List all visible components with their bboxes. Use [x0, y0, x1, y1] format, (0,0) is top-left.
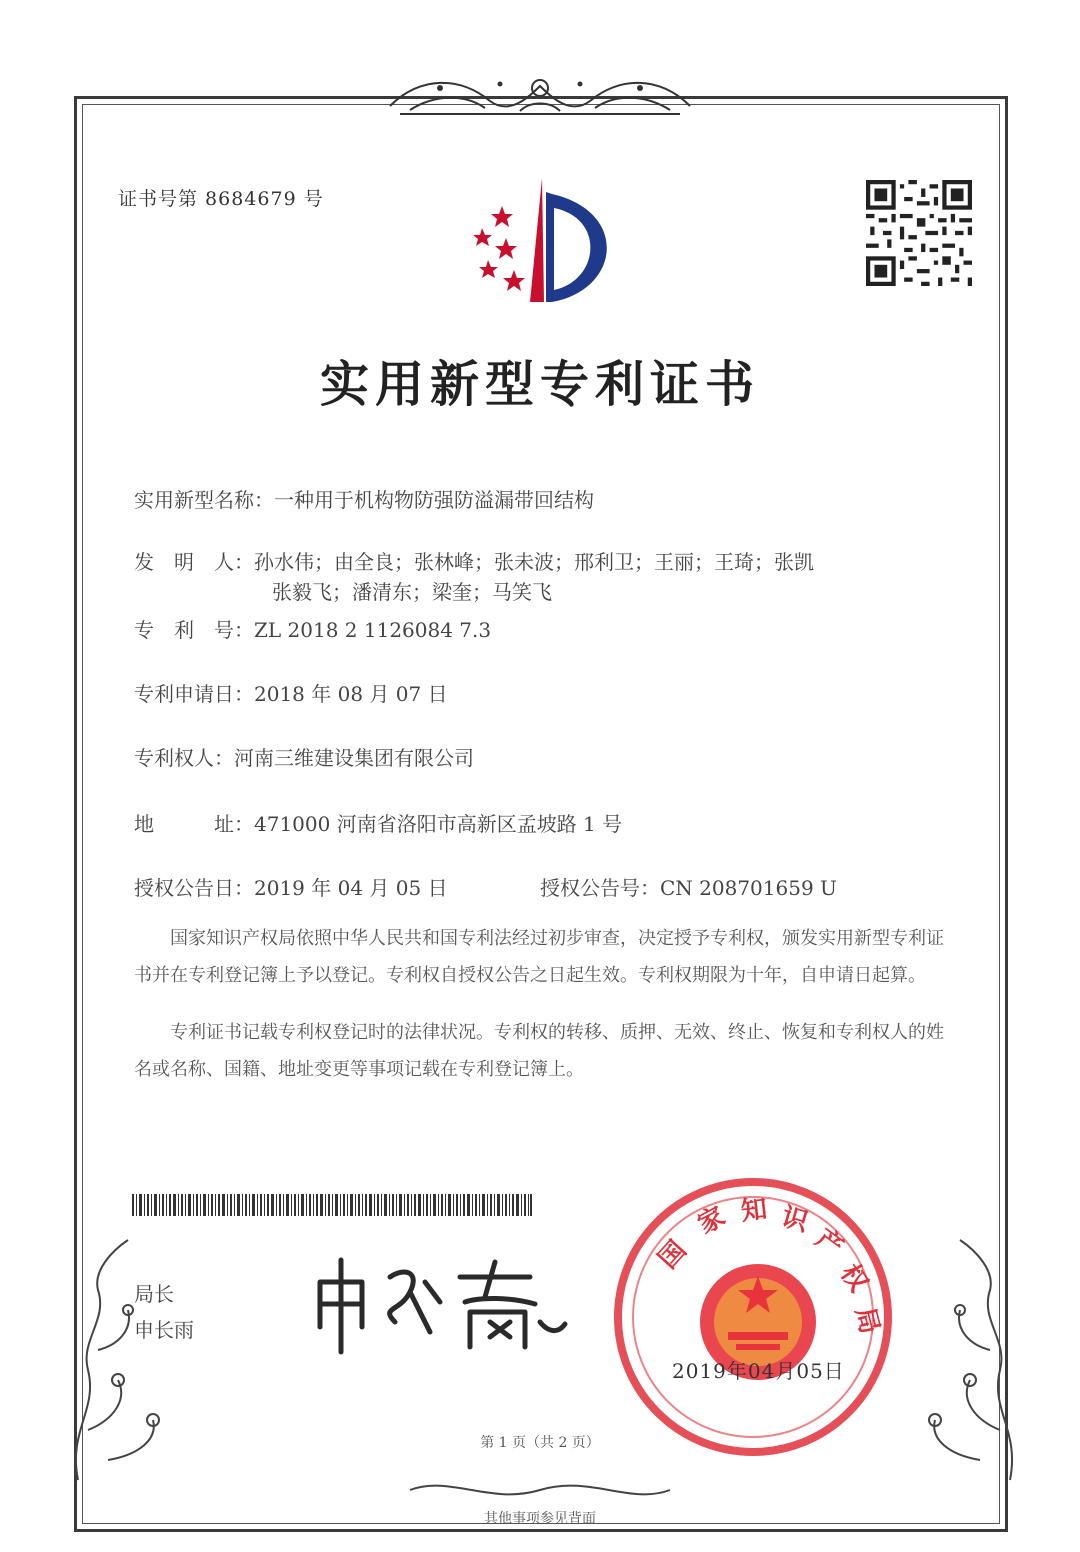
- seal-date: 2019年04月05日: [672, 1359, 845, 1383]
- patentee-value: 河南三维建设集团有限公司: [234, 746, 474, 770]
- utility-model-name-label: 实用新型名称：: [134, 488, 274, 512]
- body-paragraph-2: 专利证书记载专利权登记时的法律状况。专利权的转移、质押、无效、终止、恢复和专利权人的姓名或名称、国籍、地址变更等事项记载在专利登记簿上。: [134, 1022, 944, 1080]
- top-ornament: [380, 66, 700, 126]
- grant-number-label: 授权公告号：: [540, 876, 660, 900]
- grant-date-value: 2019 年 04 月 05 日: [254, 876, 448, 900]
- svg-text:识: 识: [778, 1201, 812, 1238]
- svg-text:权: 权: [834, 1259, 874, 1298]
- barcode: [132, 1194, 532, 1216]
- address-value: 471000 河南省洛阳市高新区孟坡路 1 号: [254, 812, 623, 836]
- qr-code: [866, 180, 972, 286]
- utility-model-name-value: 一种用于机构物防强防溢漏带回结构: [274, 488, 594, 512]
- svg-text:家: 家: [693, 1201, 731, 1241]
- filing-date-row: [134, 678, 448, 707]
- grant-number-row: [540, 872, 837, 901]
- inventors-label: 发 明 人：: [134, 550, 254, 574]
- director-name-label: 申长雨: [134, 1318, 194, 1342]
- svg-text:产: 产: [809, 1223, 849, 1263]
- official-seal: [608, 1172, 898, 1462]
- utility-model-name-row: [134, 484, 594, 513]
- inventors-value-line1: 孙水伟；由全良；张林峰；张未波；邢利卫；王丽；王琦；张凯: [254, 550, 814, 574]
- patentee-row: [134, 742, 474, 771]
- grant-number-value: CN 208701659 U: [660, 876, 837, 900]
- patent-number-row: [134, 614, 491, 643]
- bottom-note: 其他事项参见背面: [484, 1511, 596, 1527]
- inventors-row: [134, 546, 814, 575]
- patent-number-value: ZL 2018 2 1126084 7.3: [254, 618, 492, 642]
- handwritten-signature: [310, 1252, 570, 1362]
- inventors-value-line2: 张毅飞；潘清东；梁奎；马笑飞: [272, 580, 552, 604]
- patent-number-label: 专 利 号：: [134, 618, 254, 642]
- grant-date-row: [134, 872, 448, 901]
- grant-date-label: 授权公告日：: [134, 876, 254, 900]
- patentee-label: 专利权人：: [134, 746, 234, 770]
- svg-text:局: 局: [849, 1304, 885, 1337]
- svg-text:知: 知: [739, 1194, 769, 1227]
- certificate-number: 证书号第 8684679 号: [118, 188, 324, 210]
- certificate-title: 实用新型专利证书: [319, 356, 760, 413]
- cnipa-logo: [460, 172, 630, 312]
- director-title-label: 局长: [134, 1282, 174, 1306]
- address-label: 地 址：: [134, 812, 254, 836]
- filing-date-value: 2018 年 08 月 07 日: [254, 682, 448, 706]
- address-row: [134, 808, 622, 837]
- page-number-note: 第 1 页（共 2 页）: [480, 1435, 600, 1451]
- filing-date-label: 专利申请日：: [134, 682, 254, 706]
- svg-text:国: 国: [652, 1235, 693, 1275]
- body-paragraph-1: 国家知识产权局依照中华人民共和国专利法经过初步审查，决定授予专利权，颁发实用新型专利证书并在专利登记簿上予以登记。专利权自授权公告之日起生效。专利权期限为十年，自申请日起算。: [134, 928, 944, 986]
- bottom-center-ornament: [400, 1470, 680, 1510]
